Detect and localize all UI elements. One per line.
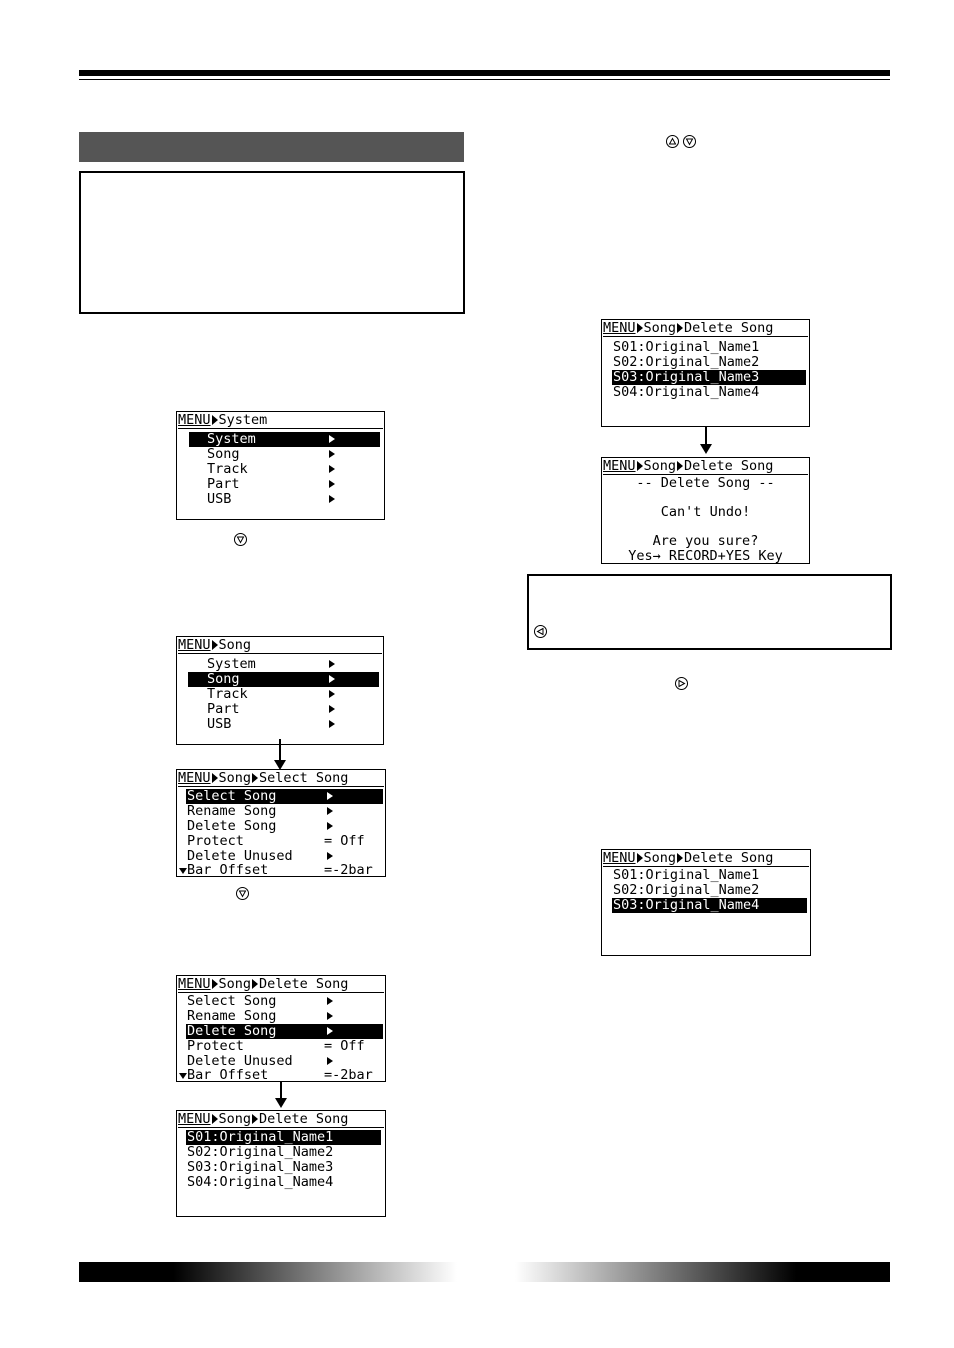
menu-item-bar-offset: Bar Offset =-2bar: [187, 1067, 373, 1083]
up-button-icon: [666, 135, 679, 148]
menu-item-system: System: [188, 657, 379, 672]
menu-item-usb: USB: [188, 717, 379, 732]
confirm-warning: Can't Undo!: [660, 504, 751, 520]
menu-item-usb: USB: [189, 492, 380, 507]
song-item: S01:Original_Name1: [613, 867, 760, 883]
footer-gradient-right: [515, 1262, 890, 1282]
lcd-header: MENU Song Delete Song: [603, 851, 809, 867]
song-item: S03:Original_Name4: [612, 898, 807, 913]
menu-item-protect: Protect = Off: [187, 833, 365, 849]
song-item: S03:Original_Name3: [187, 1159, 334, 1175]
menu-item-protect: Protect = Off: [187, 1038, 365, 1054]
menu-item-delete-song: Delete Song: [186, 819, 383, 834]
menu-item-bar-offset: Bar Offset =-2bar: [187, 862, 373, 878]
confirm-question: Are you sure?: [652, 533, 759, 549]
flow-arrow: [279, 739, 281, 761]
down-button-icon: [234, 533, 247, 546]
menu-item-track: Track: [189, 462, 380, 477]
menu-item-rename-song: Rename Song: [186, 1009, 383, 1024]
menu-item-delete-unused: Delete Unused: [186, 1054, 383, 1069]
footer-gradient-left: [79, 1262, 457, 1282]
menu-item-song: Song: [189, 447, 380, 462]
lcd-header: MENU System: [178, 413, 383, 429]
lcd-delete-song-list: [176, 1110, 386, 1217]
menu-item-part: Part: [188, 702, 379, 717]
lcd-delete-song-list-s03: [601, 319, 810, 427]
song-item: S02:Original_Name2: [613, 354, 760, 370]
menu-item-delete-song: Delete Song: [186, 1024, 383, 1039]
lcd-header: MENU Song: [178, 638, 382, 654]
song-item: S01:Original_Name1: [186, 1130, 381, 1145]
flow-arrow: [705, 426, 707, 445]
lcd-header: MENU Song Delete Song: [178, 1112, 384, 1128]
menu-item-part: Part: [189, 477, 380, 492]
song-item: S04:Original_Name4: [613, 384, 760, 400]
lcd-header: MENU Song Delete Song: [603, 321, 808, 337]
right-button-icon: [675, 677, 688, 690]
menu-item-select-song: Select Song: [186, 789, 383, 804]
down-button-icon: [236, 887, 249, 900]
lcd-header: MENU Song Delete Song: [603, 459, 808, 475]
down-button-icon: [683, 135, 696, 148]
menu-item-select-song: Select Song: [186, 994, 383, 1009]
song-item: S02:Original_Name2: [187, 1144, 334, 1160]
confirm-title: -- Delete Song --: [636, 475, 775, 491]
flow-arrow: [280, 1081, 282, 1099]
song-item: S03:Original_Name3: [612, 370, 806, 385]
section-heading-bar: [79, 132, 464, 162]
lcd-delete-song-result: [601, 849, 811, 956]
song-item: S01:Original_Name1: [613, 339, 760, 355]
menu-item-delete-unused: Delete Unused: [186, 849, 383, 864]
lcd-menu-song: [176, 636, 384, 745]
note-box: [79, 171, 465, 314]
song-item: S02:Original_Name2: [613, 882, 760, 898]
lcd-song-delete-menu: [176, 975, 386, 1082]
menu-item-system: System: [189, 432, 380, 447]
left-button-icon: [534, 625, 547, 638]
lcd-header: MENU Song Select Song: [178, 771, 384, 787]
lcd-menu-system: [176, 411, 385, 520]
menu-item-song: Song: [188, 672, 379, 687]
song-item: S04:Original_Name4: [187, 1174, 334, 1190]
confirm-instruction: Yes→ RECORD+YES Key: [628, 548, 783, 564]
top-rule-thin: [79, 79, 890, 80]
menu-item-track: Track: [188, 687, 379, 702]
menu-item-rename-song: Rename Song: [186, 804, 383, 819]
lcd-delete-confirm: [601, 457, 810, 564]
lcd-song-select-song: [176, 769, 386, 877]
top-rule-thick: [79, 70, 890, 76]
note-box-right: [527, 574, 892, 650]
lcd-header: MENU Song Delete Song: [178, 977, 384, 993]
